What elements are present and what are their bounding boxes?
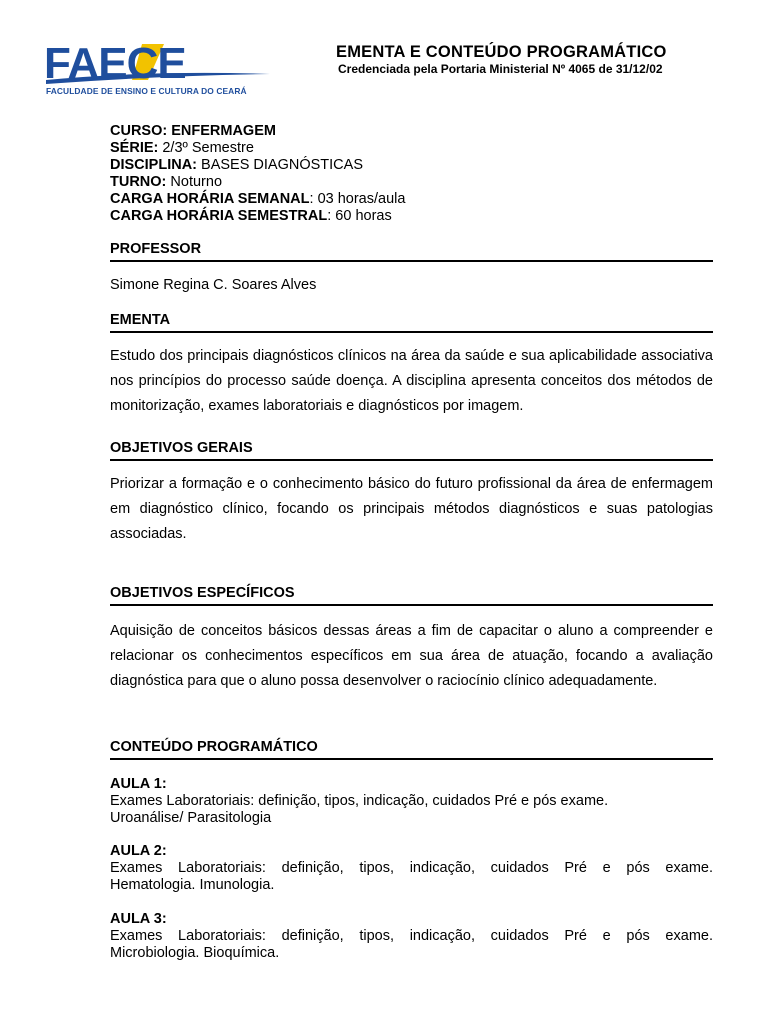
- aula-title: AULA 3:: [110, 911, 167, 927]
- ch-semanal-label: CARGA HORÁRIA SEMANAL: [110, 191, 310, 207]
- disciplina-line: [110, 157, 713, 174]
- header-subtitle: Credenciada pela Portaria Ministerial Nº 4065 de 31/12/02: [338, 62, 663, 76]
- logo-subtitle: FACULDADE DE ENSINO E CULTURA DO CEARÁ: [46, 86, 247, 96]
- ch-semanal-line: [110, 191, 713, 208]
- objetivos-gerais-heading: OBJETIVOS GERAIS: [110, 440, 713, 461]
- aula-line1: Exames Laboratoriais: definição, tipos, indicação, cuidados Pré e pós exame.: [110, 860, 713, 876]
- ementa-heading: EMENTA: [110, 312, 713, 333]
- objetivos-gerais-text: Priorizar a formação e o conhecimento básico do futuro profissional da área de enfermagem em diagnóstico clínico, focando os principais métodos diagnósticos e suas patologias associadas.: [110, 476, 713, 542]
- ementa-text: Estudo dos principais diagnósticos clínicos na área da saúde e sua aplicabilidade associativa nos princípios do processo saúde doença. A disciplina apresenta conceitos dos métodos de monitorização, exames laboratoriais e diagnósticos por imagem.: [110, 348, 713, 414]
- disciplina-value: BASES DIAGNÓSTICAS: [197, 157, 363, 173]
- ch-semestral-label: CARGA HORÁRIA SEMESTRAL: [110, 208, 328, 224]
- aula-item: [110, 776, 713, 827]
- aula-title: AULA 2:: [110, 843, 167, 859]
- aula-line1: Exames Laboratoriais: definição, tipos, indicação, cuidados Pré e pós exame.: [110, 928, 713, 944]
- logo-graphic: [44, 40, 272, 86]
- course-info: [110, 123, 713, 225]
- aula-line2: Hematologia. Imunologia.: [110, 877, 275, 893]
- aula-item: [110, 911, 713, 962]
- aula-line2: Uroanálise/ Parasitologia: [110, 810, 272, 826]
- logo-text: FAECE: [44, 40, 186, 86]
- aula-line2: Microbiologia. Bioquímica.: [110, 945, 280, 961]
- ch-semanal-value: : 03 horas/aula: [309, 191, 406, 207]
- serie-label: SÉRIE:: [110, 140, 159, 156]
- objetivos-especificos-text: Aquisição de conceitos básicos dessas áreas a fim de capacitar o aluno a compreender e relacionar os conhecimentos específicos em sua área de atuação, focando a avaliação diagnóstica para que o aluno possa desenvolver o raciocínio clínico adequadamente.: [110, 623, 713, 689]
- conteudo-heading: CONTEÚDO PROGRAMÁTICO: [110, 739, 713, 760]
- turno-line: [110, 174, 713, 191]
- header-title: EMENTA E CONTEÚDO PROGRAMÁTICO: [336, 43, 667, 61]
- aula-item: [110, 843, 713, 894]
- curso-line: [110, 123, 713, 140]
- turno-value: Noturno: [166, 174, 223, 190]
- faece-logo: [44, 40, 272, 100]
- disciplina-label: DISCIPLINA:: [110, 157, 197, 173]
- ch-semestral-line: [110, 208, 713, 225]
- serie-value: 2/3º Semestre: [158, 140, 254, 156]
- curso-label: CURSO: ENFERMAGEM: [110, 123, 276, 139]
- aula-line1: Exames Laboratoriais: definição, tipos, indicação, cuidados Pré e pós exame.: [110, 793, 609, 809]
- serie-line: [110, 140, 713, 157]
- turno-label: TURNO:: [110, 174, 167, 190]
- objetivos-especificos-heading: OBJETIVOS ESPECÍFICOS: [110, 585, 713, 606]
- ch-semestral-value: : 60 horas: [327, 208, 392, 224]
- professor-heading: PROFESSOR: [110, 241, 713, 262]
- aula-title: AULA 1:: [110, 776, 167, 792]
- professor-name: Simone Regina C. Soares Alves: [110, 277, 317, 293]
